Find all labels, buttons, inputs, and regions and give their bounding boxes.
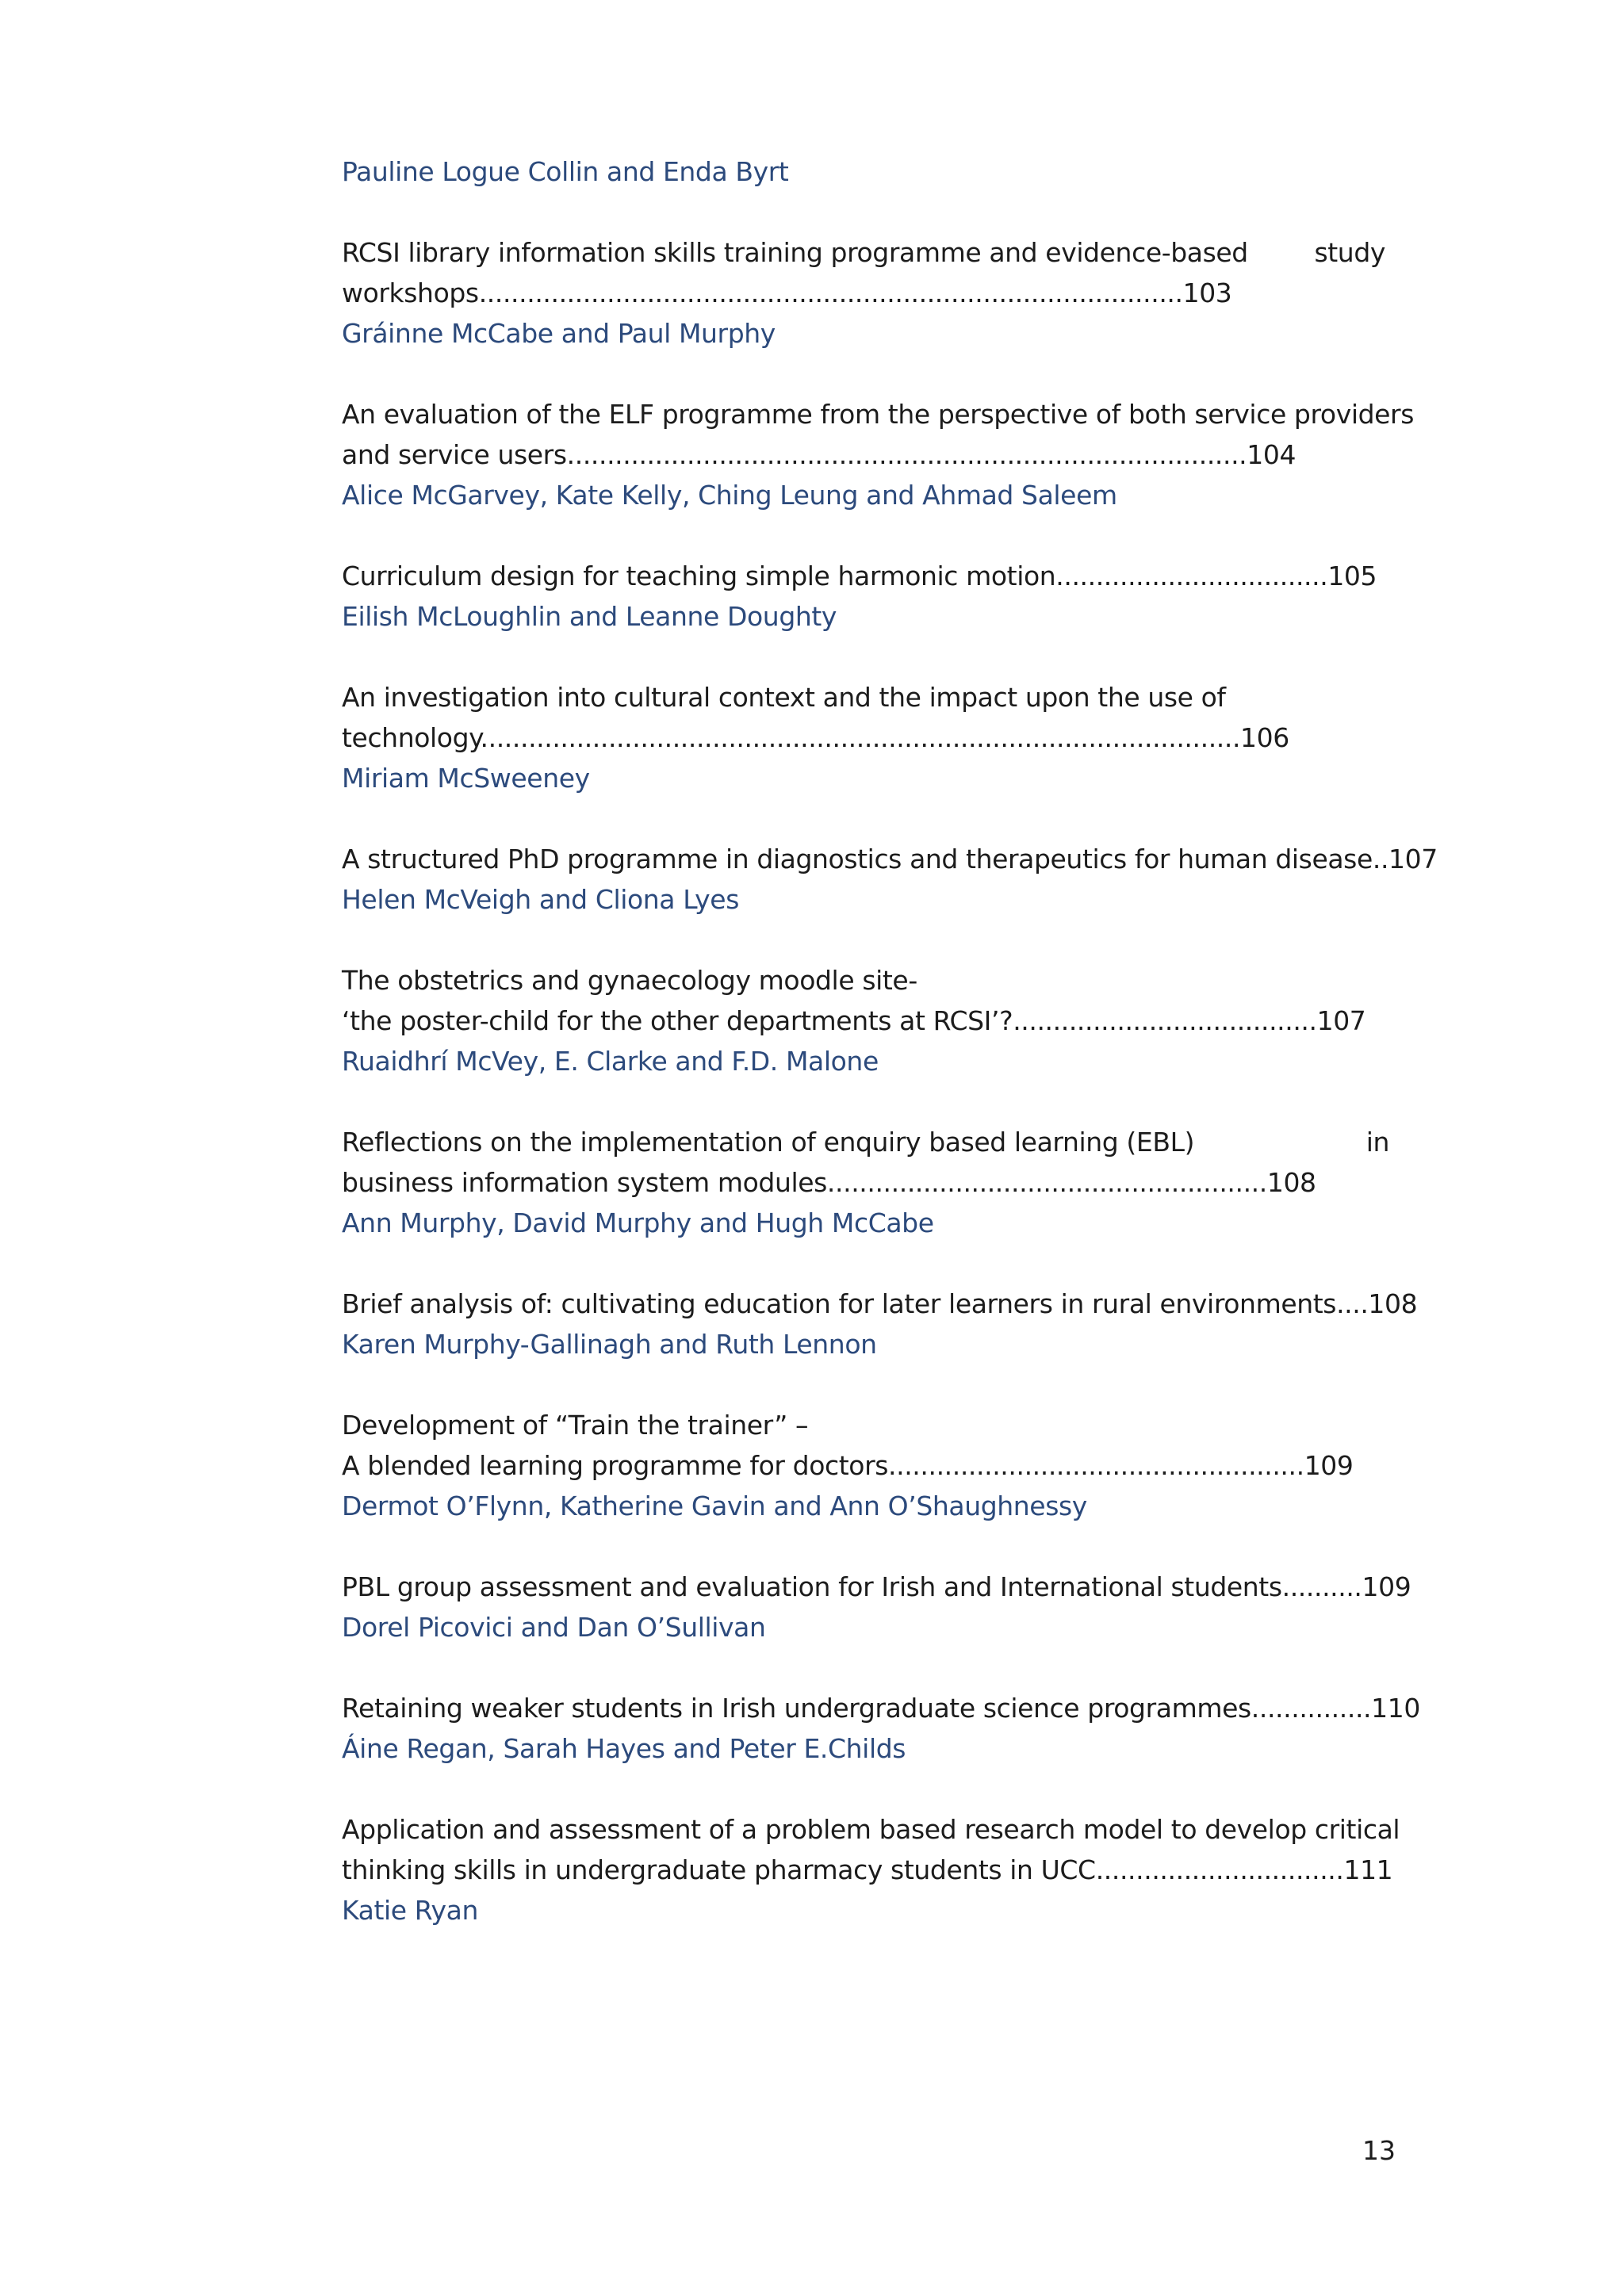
toc-entry-authors: Katie Ryan: [342, 1895, 478, 1926]
toc-entry-title-line: thinking skills in undergraduate pharmacy students in UCC...............................111: [342, 1854, 1393, 1885]
toc-entry-authors: Ann Murphy, David Murphy and Hugh McCabe: [342, 1207, 934, 1238]
toc-entry-title-line: PBL group assessment and evaluation for Irish and International students..........109: [342, 1571, 1411, 1602]
toc-entry-authors: Dorel Picovici and Dan O’Sullivan: [342, 1612, 766, 1643]
intro-authors: Pauline Logue Collin and Enda Byrt: [342, 156, 789, 187]
toc-entry-title-text: Reflections on the implementation of enquiry based learning (EBL): [342, 1127, 1195, 1158]
toc-entry-authors: Dermot O’Flynn, Katherine Gavin and Ann O’Shaughnessy: [342, 1490, 1087, 1521]
toc-entry-title-line: Brief analysis of: cultivating education for later learners in rural environments....108: [342, 1288, 1418, 1319]
toc-entry-authors: Alice McGarvey, Kate Kelly, Ching Leung and Ahmad Saleem: [342, 480, 1117, 511]
toc-entry-title-text: RCSI library information skills training programme and evidence-based: [342, 237, 1248, 268]
toc-entry-title-line: An investigation into cultural context and the impact upon the use of: [342, 682, 1226, 713]
toc-entry-trailing-word: in: [1365, 1127, 1389, 1158]
toc-entry-title-line: Curriculum design for teaching simple harmonic motion..................................105: [342, 561, 1377, 591]
toc-entry-title-line: technology...............................................................................................106: [342, 722, 1289, 753]
toc-entry-title-line: Retaining weaker students in Irish undergraduate science programmes...............110: [342, 1693, 1420, 1724]
toc-entry-title-line: A blended learning programme for doctors....................................................109: [342, 1450, 1354, 1481]
toc-entry-authors: Miriam McSweeney: [342, 763, 590, 794]
toc-entry-authors: Eilish McLoughlin and Leanne Doughty: [342, 601, 837, 632]
toc-entry-authors: Ruaidhrí McVey, E. Clarke and F.D. Malone: [342, 1046, 879, 1077]
toc-entry-title-line: workshops........................................................................................103: [342, 277, 1232, 308]
toc-entry-title-line: business information system modules.......................................................108: [342, 1167, 1316, 1198]
toc-entry-title-line: Development of “Train the trainer” –: [342, 1410, 809, 1441]
toc-entry-authors: Karen Murphy-Gallinagh and Ruth Lennon: [342, 1329, 877, 1360]
toc-entry-title-line: and service users.....................................................................................104: [342, 439, 1297, 470]
toc-entry-trailing-word: study: [1314, 237, 1385, 268]
toc-entry-authors: Helen McVeigh and Cliona Lyes: [342, 884, 739, 915]
toc-entry-authors: Gráinne McCabe and Paul Murphy: [342, 318, 776, 349]
toc-entry-title-line: [342, 1122, 1389, 1162]
toc-entry-title-line: ‘the poster-child for the other departments at RCSI’?......................................107: [342, 1005, 1366, 1036]
toc-entry-authors: Áine Regan, Sarah Hayes and Peter E.Childs: [342, 1733, 906, 1764]
page-number: 13: [1362, 2135, 1396, 2166]
toc-entry-title-line: The obstetrics and gynaecology moodle site-: [342, 965, 917, 996]
toc-entry-title-line: [342, 232, 1385, 273]
toc-entry-title-line: A structured PhD programme in diagnostics and therapeutics for human disease..107: [342, 844, 1438, 874]
toc-entry-title-line: An evaluation of the ELF programme from the perspective of both service providers: [342, 399, 1415, 430]
toc-entry-title-line: Application and assessment of a problem based research model to develop critical: [342, 1814, 1400, 1845]
